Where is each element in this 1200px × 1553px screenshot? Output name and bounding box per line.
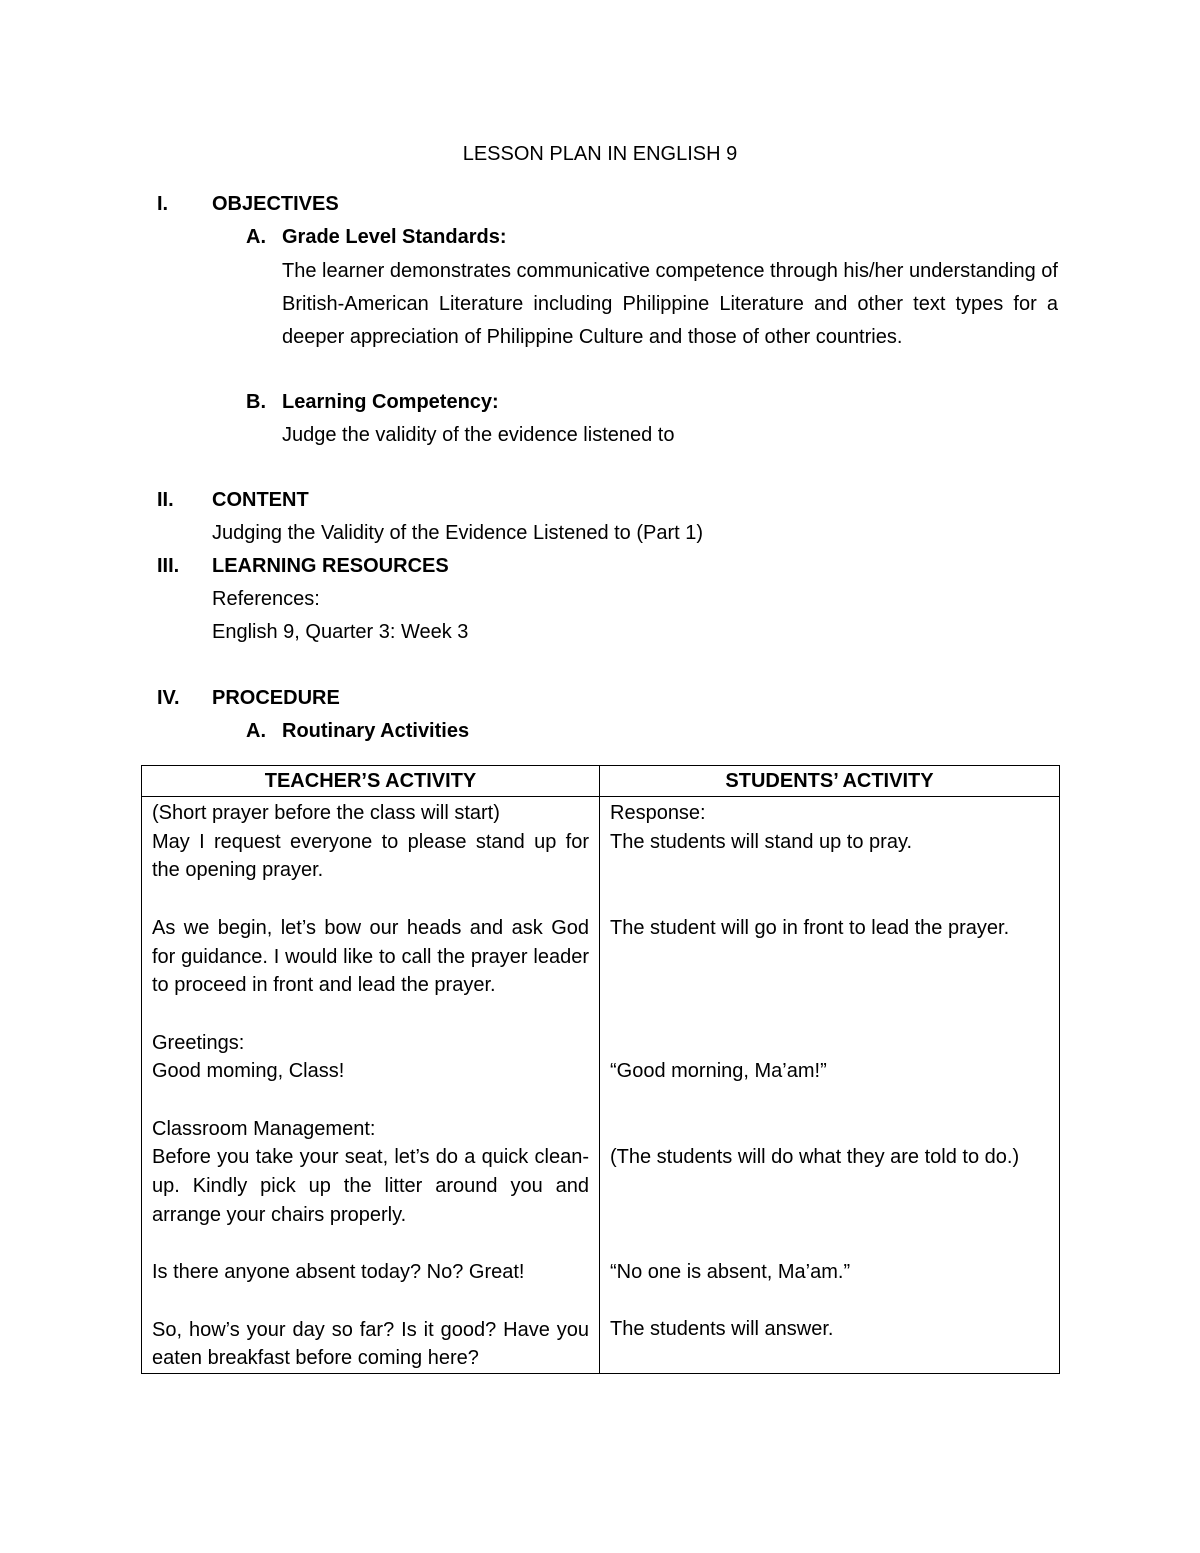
student-line: The students will stand up to pray. <box>610 830 913 853</box>
teacher-line: Good moming, Class! <box>152 1060 345 1083</box>
subsection-heading-routinary: Routinary Activities <box>282 720 470 742</box>
student-cell <box>600 797 1060 1374</box>
student-line: Response: <box>610 802 706 824</box>
section-numeral-procedure: IV. <box>157 687 180 709</box>
reference-text: English 9, Quarter 3: Week 3 <box>212 621 469 643</box>
competency-text: Judge the validity of the evidence listened to <box>282 424 675 446</box>
subsection-letter-routinary: A. <box>246 720 266 742</box>
standards-text: The learner demonstrates communicative competence through his/her understanding of British-American Literature including Philippine Literature and other text types for a deeper appreciation of Philippine Culture and those of other countries. <box>282 260 1058 348</box>
table-row <box>142 797 1060 1374</box>
teacher-line: Greetings: <box>152 1031 245 1054</box>
section-heading-content: CONTENT <box>212 489 309 511</box>
students-activity-header: STUDENTS’ ACTIVITY <box>600 766 1060 797</box>
activity-table <box>141 765 1060 1374</box>
student-line: “Good morning, Ma’am!” <box>610 1060 827 1083</box>
teacher-activity-header: TEACHER’S ACTIVITY <box>142 766 600 797</box>
section-numeral-content: II. <box>157 489 174 511</box>
teacher-line: May I request everyone to please stand up for the opening prayer. <box>152 830 589 882</box>
subsection-letter-b: B. <box>246 391 266 413</box>
subsection-letter-a: A. <box>246 226 266 248</box>
student-line: “No one is absent, Ma’am.” <box>610 1261 851 1284</box>
student-line: The students will answer. <box>610 1318 834 1341</box>
teacher-line: As we begin, let’s bow our heads and ask God for guidance. I would like to call the prayer leader to proceed in front and lead the prayer. <box>152 916 589 997</box>
section-heading-resources: LEARNING RESOURCES <box>212 555 449 577</box>
section-heading-procedure: PROCEDURE <box>212 687 340 709</box>
teacher-line: Is there anyone absent today? No? Great! <box>152 1261 525 1284</box>
student-line: (The students will do what they are told to do.) <box>610 1146 1020 1169</box>
content-text: Judging the Validity of the Evidence Listened to (Part 1) <box>212 522 704 544</box>
references-label: References: <box>212 588 320 610</box>
student-line: The student will go in front to lead the prayer. <box>610 916 1010 939</box>
teacher-line: Before you take your seat, let’s do a quick clean-up. Kindly pick up the litter around you and arrange your chairs properly. <box>152 1146 589 1226</box>
section-numeral-resources: III. <box>157 555 180 577</box>
section-numeral-objectives: I. <box>157 193 169 215</box>
teacher-line: (Short prayer before the class will start) <box>152 802 500 824</box>
table-header-row <box>142 766 1060 797</box>
teacher-line: So, how’s your day so far? Is it good? Have you eaten breakfast before coming here? <box>152 1318 589 1370</box>
teacher-line: Classroom Management: <box>152 1117 376 1140</box>
subsection-heading-standards: Grade Level Standards: <box>282 226 507 248</box>
page-title: LESSON PLAN IN ENGLISH 9 <box>462 143 738 165</box>
section-heading-objectives: OBJECTIVES <box>212 193 339 215</box>
teacher-cell <box>142 797 600 1374</box>
subsection-heading-competency: Learning Competency: <box>282 391 499 413</box>
